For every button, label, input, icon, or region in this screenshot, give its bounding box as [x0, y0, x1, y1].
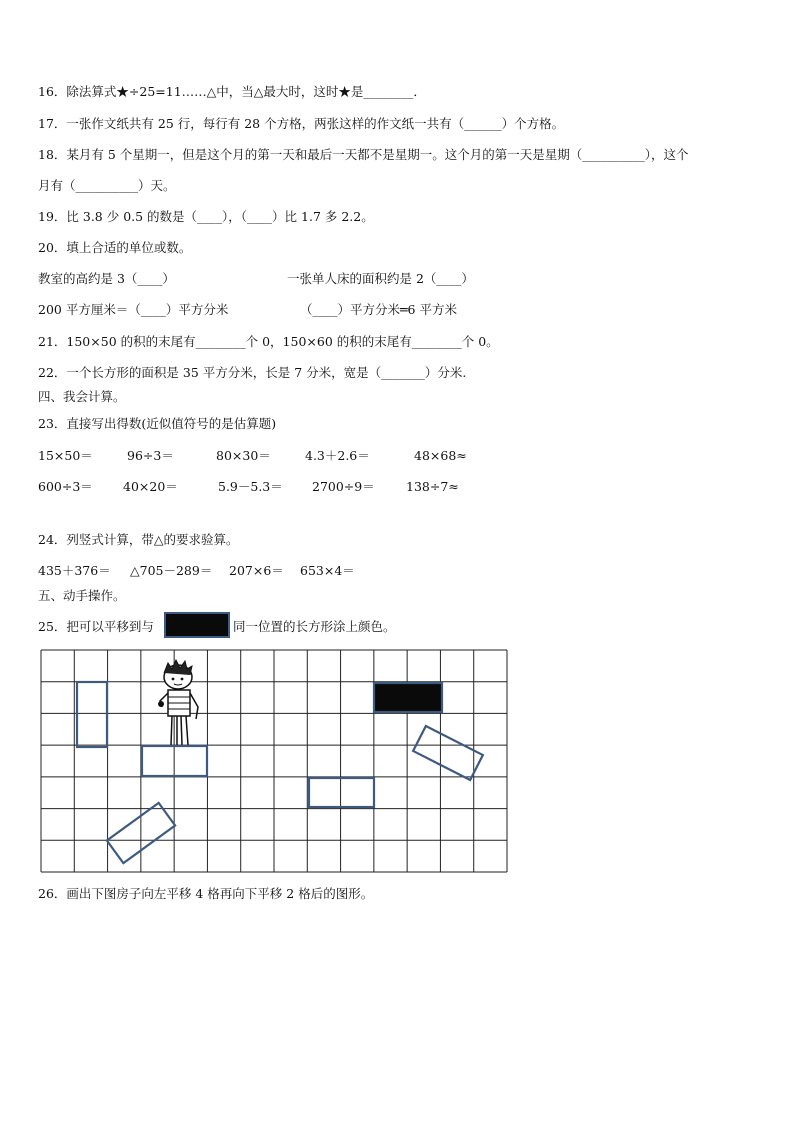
- horizontal-rectangle-right[interactable]: [309, 778, 374, 807]
- vertical-rectangle[interactable]: [77, 682, 107, 747]
- question-16: 16．除法算式★÷25=11……△中，当△最大时，这时★是________．: [38, 84, 426, 99]
- question-22: 22．一个长方形的面积是 35 平方分米，长是 7 分米，宽是（_______）分米.: [38, 365, 467, 380]
- calc-item: 138÷7≈: [406, 479, 459, 494]
- question-24: 24．列竖式计算，带△的要求验算。: [38, 532, 239, 547]
- question-17: 17．一张作文纸共有 25 行，每行有 28 个方格，两张这样的作文纸一共有（______）个方格。: [38, 116, 565, 131]
- calc-item: 435＋376＝: [38, 563, 111, 578]
- question-25-start: 25．把可以平移到与: [38, 619, 154, 634]
- section-5-heading: 五、动手操作。: [38, 588, 126, 603]
- calc-item: 40×20＝: [123, 479, 178, 494]
- grid-svg: [40, 649, 510, 875]
- boy-figure-icon: [158, 660, 198, 745]
- question-20-row2-left: 200 平方厘米＝（____）平方分米: [38, 302, 229, 317]
- translation-grid: [40, 649, 510, 879]
- question-18-line2: 月有（__________）天。: [38, 178, 176, 193]
- calc-item: 15×50＝: [38, 448, 93, 463]
- calc-item: 5.9－5.3＝: [218, 479, 283, 494]
- calc-item: 2700÷9＝: [312, 479, 375, 494]
- question-20-row2-right: （____）平方分米═6 平方米: [300, 302, 457, 317]
- question-19: 19．比 3.8 少 0.5 的数是（____），（____）比 1.7 多 2.2。: [38, 209, 374, 224]
- calc-item: 207×6＝: [229, 563, 284, 578]
- calc-item: 653×4＝: [300, 563, 355, 578]
- question-26: 26．画出下图房子向左平移 4 格再向下平移 2 格后的图形。: [38, 886, 374, 901]
- calc-item: 96÷3＝: [127, 448, 174, 463]
- calc-item: 4.3＋2.6＝: [305, 448, 370, 463]
- grid-rectangles: [77, 682, 483, 863]
- calc-item: 80×30＝: [216, 448, 271, 463]
- section-4-heading: 四、我会计算。: [38, 389, 126, 404]
- calc-item: 48×68≈: [414, 448, 467, 463]
- question-25-end: 同一位置的长方形涂上颜色。: [233, 619, 396, 634]
- question-21: 21．150×50 的积的末尾有________个 0，150×60 的积的末尾有________个 0。: [38, 334, 499, 349]
- question-20-row1-right: 一张单人床的面积约是 2（____）: [287, 271, 474, 286]
- tilted-rectangle-right[interactable]: [413, 726, 483, 780]
- question-20-row1-left: 教室的高约是 3（____）: [38, 271, 175, 286]
- question-18-line1: 18．某月有 5 个星期一，但是这个月的第一天和最后一天都不是星期一。这个月的第一天是星期（__________），这个: [38, 147, 689, 162]
- question-20: 20．填上合适的单位或数。: [38, 240, 192, 255]
- calc-item: △705－289＝: [130, 563, 213, 578]
- calc-item: 600÷3＝: [38, 479, 93, 494]
- question-23: 23．直接写出得数(近似值符号的是估算题): [38, 416, 277, 431]
- sample-filled-rectangle: [164, 612, 230, 638]
- filled-rectangle[interactable]: [374, 683, 442, 712]
